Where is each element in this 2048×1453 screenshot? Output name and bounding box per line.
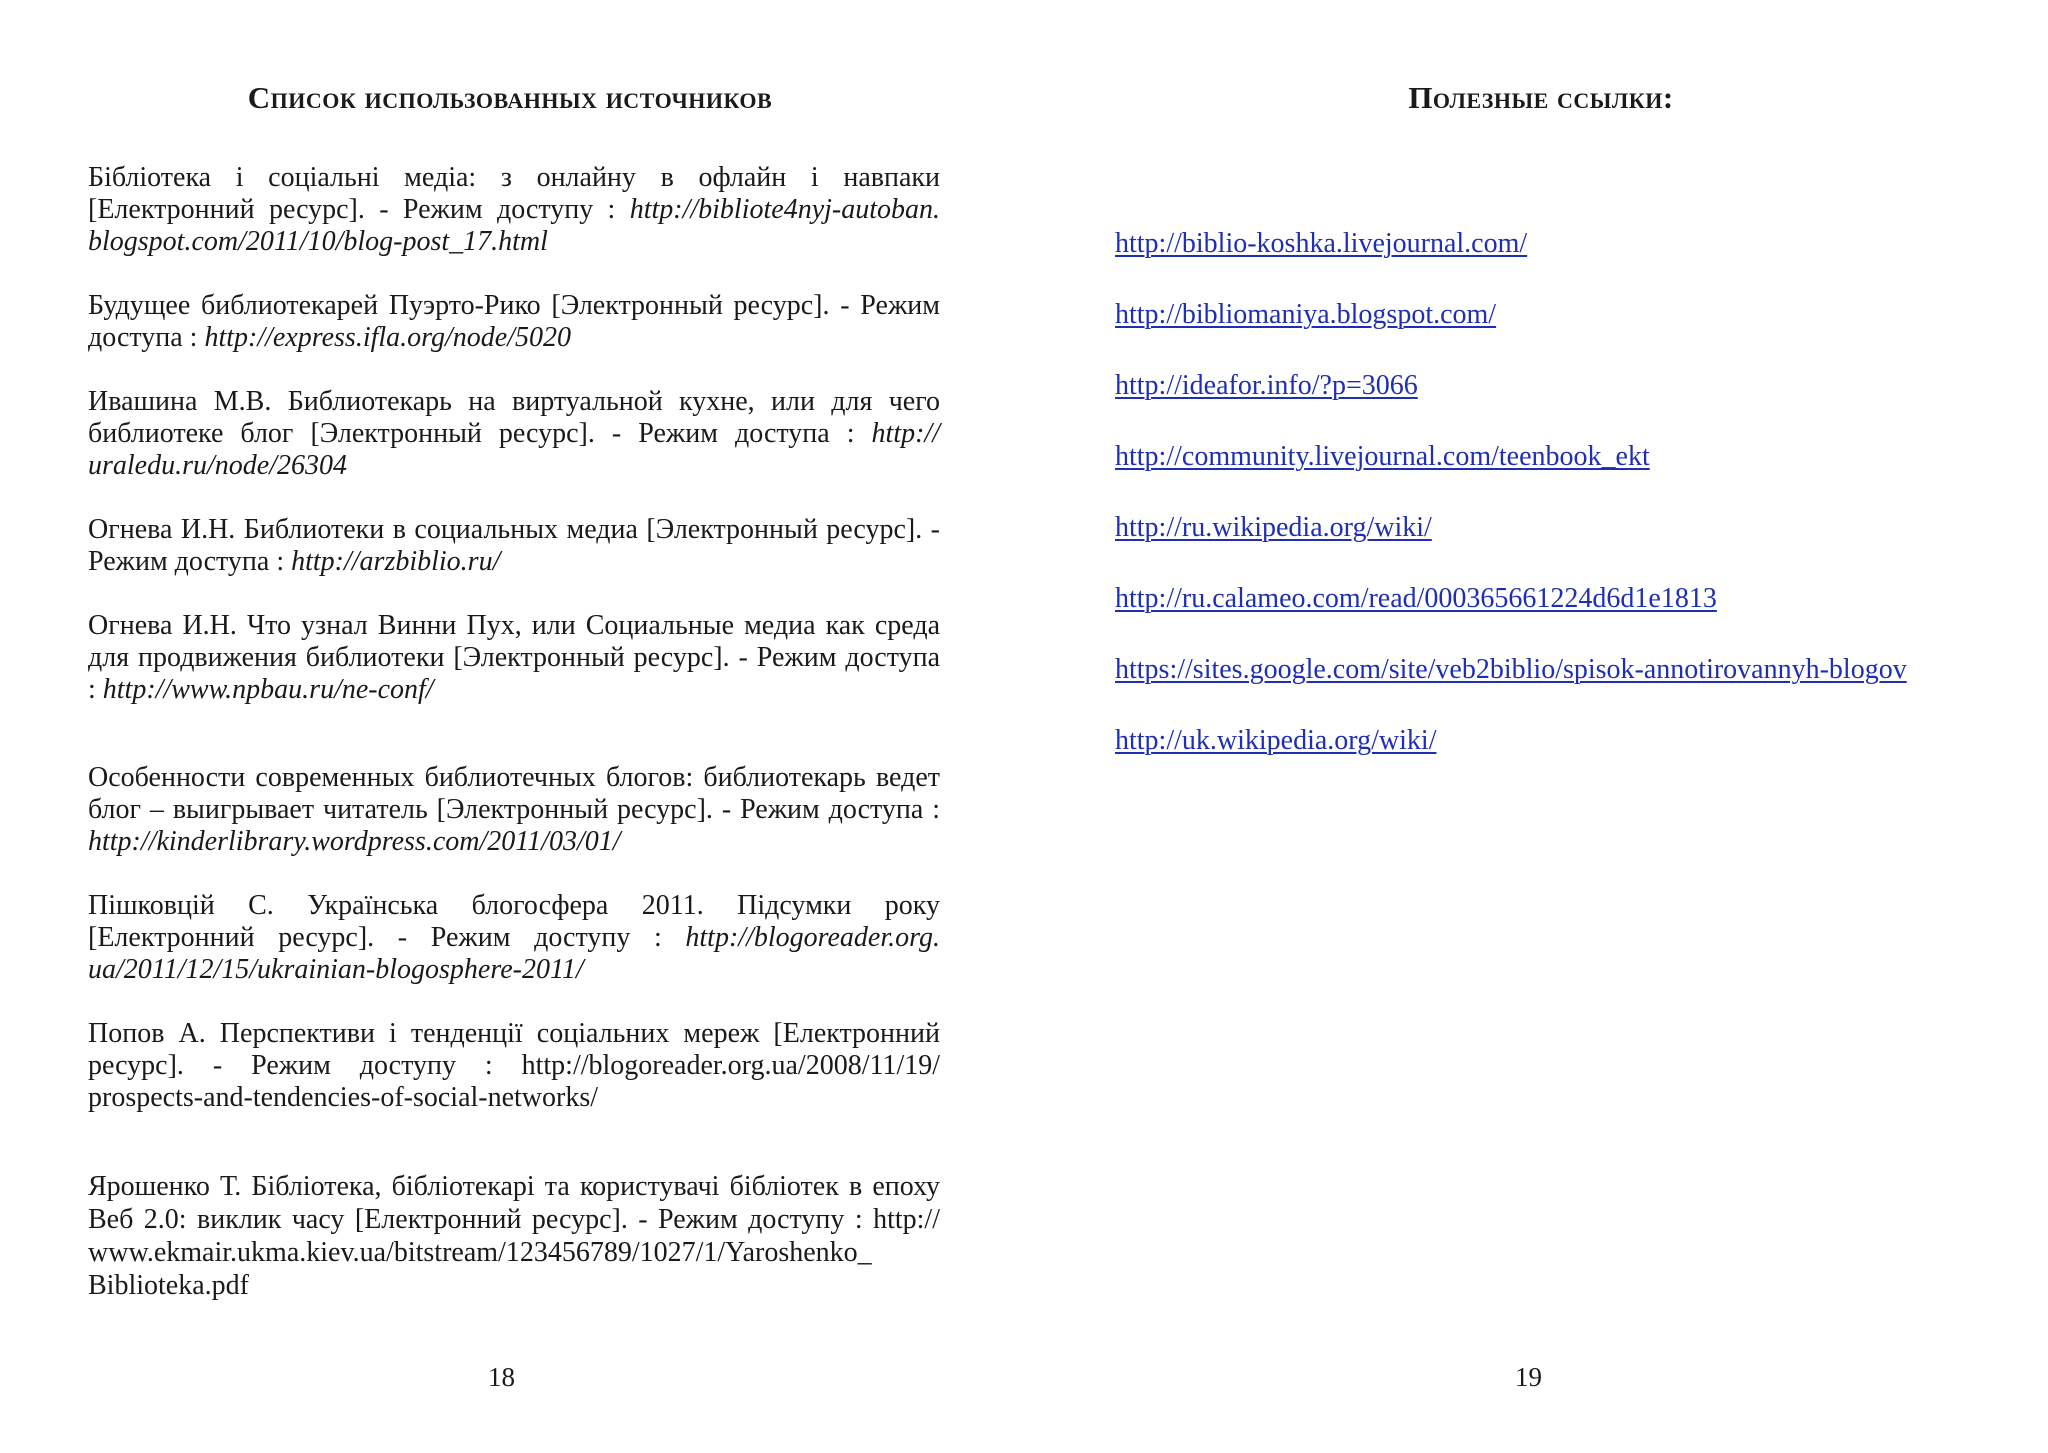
reference-text: Бібліотека і соціальні медіа: з онлайну в офлайн і навпаки [Електронний ресурс]. - Режим доступу : <box>88 162 940 225</box>
link[interactable]: https://sites.google.com/site/veb2biblio/spisok-annotirovannyh-blogov <box>1115 654 1907 685</box>
link[interactable]: http://uk.wikipedia.org/wiki/ <box>1115 725 1437 756</box>
reference-item <box>88 162 940 258</box>
reference-text: Попов А. Перспективи і тенденції соціальних мереж [Електронний ресурс]. - Режим доступу : <box>88 1018 940 1081</box>
list-item <box>1115 299 2025 370</box>
reference-item <box>88 514 940 578</box>
page-title: Список использованных источников <box>247 80 773 115</box>
list-item <box>1115 583 2025 654</box>
list-item <box>1115 725 2025 796</box>
link[interactable]: http://biblio-koshka.livejournal.com/ <box>1115 228 1528 259</box>
reference-item <box>88 386 940 482</box>
useful-links-list <box>1115 228 2025 796</box>
reference-text: Огнева И.Н. Библиотеки в социальных медиа [Электронный ресурс]. - Режим доступа : <box>88 514 940 577</box>
reference-text: Особенности современных библиотечных блогов: библиотекарь ведет блог – выигрывает читатель [Электронный ресурс]. - Режим доступа : <box>88 762 940 825</box>
list-item <box>1115 512 2025 583</box>
reference-url: http://www.npbau.ru/ne-conf/ <box>102 674 434 705</box>
list-item <box>1115 441 2025 512</box>
link[interactable]: http://ru.wikipedia.org/wiki/ <box>1115 512 1432 543</box>
reference-text: Огнева И.Н. Что узнал Винни Пух, или Социальные медиа как среда для продвижения библиотеки [Электронный ресурс]. - Режим доступа : <box>88 610 940 705</box>
page-number: 18 <box>488 1362 515 1392</box>
reference-url: http://blogoreader.org. ua/2011/12/15/ukrainian-blogosphere-2011/ <box>88 922 940 985</box>
reference-url: http://bibliote4nyj-autoban. blogspot.com/2011/10/blog-post_17.html <box>88 194 940 257</box>
reference-item <box>88 762 940 858</box>
reference-text: Ивашина М.В. Библиотекарь на виртуальной кухне, или для чего библиотеке блог [Электронный ресурс]. - Режим доступа : <box>88 386 940 449</box>
reference-url: http:// www.ekmair.ukma.kiev.ua/bitstream/123456789/1027/1/Yaroshenko_ Biblioteka.pdf <box>88 1204 940 1301</box>
reference-list <box>88 162 940 1302</box>
link[interactable]: http://community.livejournal.com/teenbook_ekt <box>1115 441 1650 472</box>
reference-url: http://express.ifla.org/node/5020 <box>204 322 571 353</box>
reference-url: http://kinderlibrary.wordpress.com/2011/03/01/ <box>88 826 621 857</box>
reference-text: Будущее библиотекарей Пуэрто-Рико [Электронный ресурс]. - Режим доступа : <box>88 290 940 353</box>
reference-text: Ярошенко Т. Бібліотека, бібліотекарі та користувачі бібліотек в епоху Веб 2.0: виклик часу [Електронний ресурс]. - Режим доступу : <box>88 1171 940 1235</box>
list-item <box>1115 654 2025 725</box>
right-page <box>1024 0 2048 1453</box>
reference-item <box>88 610 940 706</box>
reference-item <box>88 290 940 354</box>
reference-text: Пішковцій С. Українська блогосфера 2011. Підсумки року [Електронний ресурс]. - Режим доступу : <box>88 890 940 953</box>
reference-item <box>88 890 940 986</box>
reference-url: http://arzbiblio.ru/ <box>291 546 501 577</box>
reference-url: http:// uraledu.ru/node/26304 <box>88 418 940 481</box>
link[interactable]: http://ideafor.info/?p=3066 <box>1115 370 1418 401</box>
link[interactable]: http://bibliomaniya.blogspot.com/ <box>1115 299 1497 330</box>
reference-item <box>88 1170 940 1302</box>
list-item <box>1115 228 2025 299</box>
page-number: 19 <box>1515 1362 1542 1392</box>
link[interactable]: http://ru.calameo.com/read/000365661224d6d1e1813 <box>1115 583 1717 614</box>
reference-item <box>88 1018 940 1114</box>
list-item <box>1115 370 2025 441</box>
reference-url: http://blogoreader.org.ua/2008/11/19/ prospects-and-tendencies-of-social-networks/ <box>88 1050 940 1113</box>
page-title: Полезные ссылки: <box>1408 80 1674 115</box>
